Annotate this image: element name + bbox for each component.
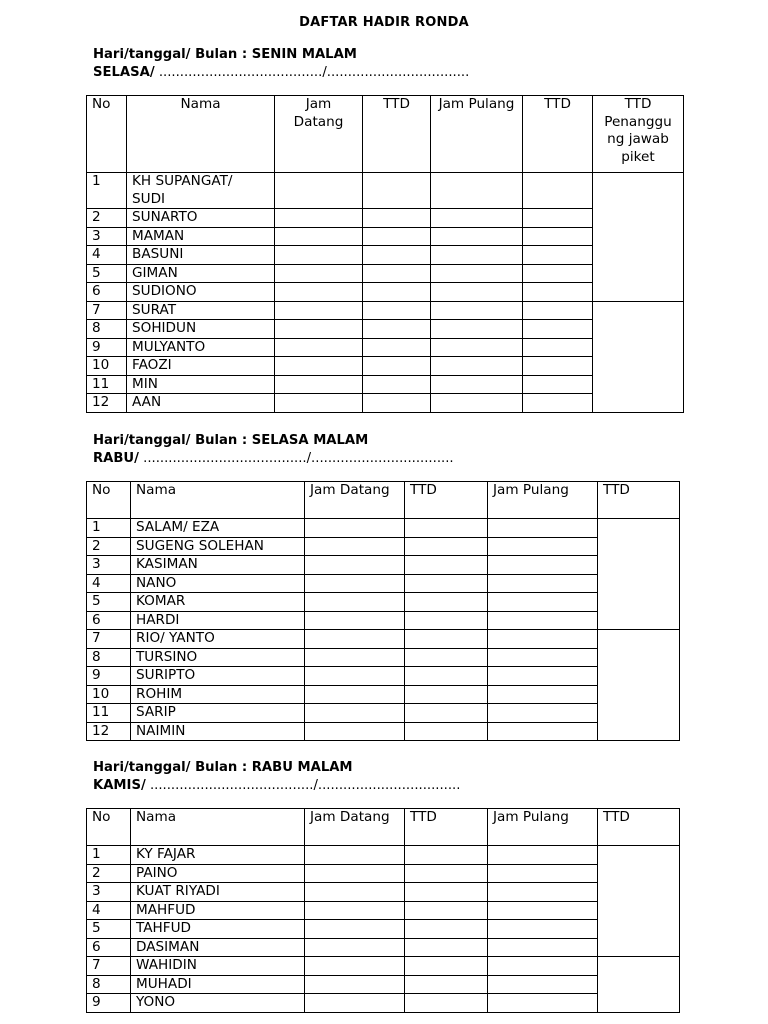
- column-header: TTD: [523, 96, 593, 173]
- member-name: MIN: [127, 375, 275, 394]
- row-number: 8: [87, 648, 131, 667]
- blank-entry-cell: [488, 957, 598, 976]
- member-name: GIMAN: [127, 264, 275, 283]
- section-3-day-line: Hari/tanggal/ Bulan : RABU MALAM: [93, 760, 353, 775]
- blank-entry-cell: [305, 864, 405, 883]
- blank-entry-cell: [363, 357, 431, 376]
- column-header: No: [87, 482, 131, 519]
- row-number: 6: [87, 611, 131, 630]
- row-number: 10: [87, 357, 127, 376]
- blank-entry-cell: [305, 556, 405, 575]
- blank-entry-cell: [405, 630, 488, 649]
- document-title: DAFTAR HADIR RONDA: [299, 15, 469, 30]
- table-row: [87, 301, 684, 320]
- blank-entry-cell: [405, 704, 488, 723]
- table-row: [87, 537, 680, 556]
- blank-entry-cell: [363, 394, 431, 413]
- blank-entry-cell: [488, 722, 598, 741]
- column-header: Nama: [127, 96, 275, 173]
- blank-entry-cell: [431, 246, 523, 265]
- member-name: SARIP: [131, 704, 305, 723]
- table-row: [87, 846, 680, 865]
- blank-entry-cell: [523, 357, 593, 376]
- row-number: 1: [87, 519, 131, 538]
- table-row: [87, 593, 680, 612]
- row-number: 9: [87, 994, 131, 1013]
- blank-entry-cell: [305, 537, 405, 556]
- table-row: [87, 994, 680, 1013]
- table-row: [87, 901, 680, 920]
- row-number: 3: [87, 883, 131, 902]
- blank-entry-cell: [431, 173, 523, 209]
- blank-entry-cell: [363, 173, 431, 209]
- member-name: MAHFUD: [131, 901, 305, 920]
- blank-entry-cell: [431, 264, 523, 283]
- column-header: Jam Pulang: [488, 809, 598, 846]
- section-2-heading: [93, 432, 454, 468]
- blank-entry-cell: [363, 209, 431, 228]
- section-1-date-line: SELASA/ ......................................./..................................: [93, 65, 470, 80]
- blank-entry-cell: [523, 375, 593, 394]
- blank-entry-cell: [405, 938, 488, 957]
- blank-entry-cell: [405, 957, 488, 976]
- blank-entry-cell: [305, 667, 405, 686]
- column-header: TTD: [598, 809, 680, 846]
- signature-cell: [593, 301, 684, 412]
- attendance-table-rabu: [86, 808, 680, 1013]
- blank-entry-cell: [405, 901, 488, 920]
- blank-entry-cell: [305, 975, 405, 994]
- blank-entry-cell: [363, 301, 431, 320]
- blank-entry-cell: [488, 938, 598, 957]
- table-row: [87, 975, 680, 994]
- member-name: MUHADI: [131, 975, 305, 994]
- member-name: TAHFUD: [131, 920, 305, 939]
- member-name: RIO/ YANTO: [131, 630, 305, 649]
- blank-entry-cell: [305, 685, 405, 704]
- blank-entry-cell: [431, 209, 523, 228]
- row-number: 10: [87, 685, 131, 704]
- blank-entry-cell: [275, 375, 363, 394]
- row-number: 1: [87, 846, 131, 865]
- blank-entry-cell: [523, 283, 593, 302]
- row-number: 7: [87, 957, 131, 976]
- blank-entry-cell: [275, 301, 363, 320]
- row-number: 5: [87, 264, 127, 283]
- blank-entry-cell: [405, 667, 488, 686]
- table-header-row: [87, 482, 680, 519]
- blank-entry-cell: [523, 173, 593, 209]
- blank-entry-cell: [275, 227, 363, 246]
- blank-entry-cell: [363, 338, 431, 357]
- column-header: Nama: [131, 482, 305, 519]
- blank-entry-cell: [275, 357, 363, 376]
- blank-entry-cell: [488, 864, 598, 883]
- member-name: KY FAJAR: [131, 846, 305, 865]
- column-header: Jam Datang: [275, 96, 363, 173]
- table-row: [87, 173, 684, 209]
- blank-entry-cell: [305, 704, 405, 723]
- member-name: KOMAR: [131, 593, 305, 612]
- row-number: 4: [87, 574, 131, 593]
- blank-entry-cell: [488, 685, 598, 704]
- table-row: [87, 574, 680, 593]
- table-row: [87, 704, 680, 723]
- blank-entry-cell: [275, 338, 363, 357]
- table-header-row: [87, 809, 680, 846]
- blank-entry-cell: [405, 975, 488, 994]
- section-2-day-line: Hari/tanggal/ Bulan : SELASA MALAM: [93, 433, 369, 448]
- blank-entry-cell: [488, 846, 598, 865]
- table-row: [87, 519, 680, 538]
- blank-entry-cell: [305, 593, 405, 612]
- member-name: AAN: [127, 394, 275, 413]
- row-number: 3: [87, 227, 127, 246]
- attendance-table-senin: [86, 95, 684, 413]
- member-name: KUAT RIYADI: [131, 883, 305, 902]
- blank-entry-cell: [488, 611, 598, 630]
- blank-entry-cell: [431, 338, 523, 357]
- row-number: 8: [87, 320, 127, 339]
- blank-entry-cell: [275, 394, 363, 413]
- table-row: [87, 722, 680, 741]
- table-row: [87, 611, 680, 630]
- column-header: Jam Pulang: [488, 482, 598, 519]
- blank-entry-cell: [405, 864, 488, 883]
- blank-entry-cell: [363, 227, 431, 246]
- blank-entry-cell: [488, 704, 598, 723]
- blank-entry-cell: [488, 883, 598, 902]
- blank-entry-cell: [305, 574, 405, 593]
- blank-entry-cell: [275, 209, 363, 228]
- row-number: 12: [87, 722, 131, 741]
- row-number: 7: [87, 301, 127, 320]
- blank-entry-cell: [363, 320, 431, 339]
- blank-entry-cell: [523, 338, 593, 357]
- blank-entry-cell: [405, 519, 488, 538]
- blank-entry-cell: [488, 556, 598, 575]
- blank-entry-cell: [305, 611, 405, 630]
- column-header: TTD Penanggu ng jawab piket: [593, 96, 684, 173]
- column-header: No: [87, 809, 131, 846]
- blank-entry-cell: [431, 357, 523, 376]
- blank-entry-cell: [305, 901, 405, 920]
- blank-entry-cell: [488, 648, 598, 667]
- blank-entry-cell: [488, 630, 598, 649]
- member-name: PAINO: [131, 864, 305, 883]
- member-name: MULYANTO: [127, 338, 275, 357]
- blank-entry-cell: [431, 320, 523, 339]
- blank-entry-cell: [405, 846, 488, 865]
- table-row: [87, 938, 680, 957]
- blank-entry-cell: [488, 667, 598, 686]
- blank-entry-cell: [275, 246, 363, 265]
- blank-entry-cell: [363, 375, 431, 394]
- blank-entry-cell: [488, 994, 598, 1013]
- blank-entry-cell: [405, 920, 488, 939]
- blank-entry-cell: [305, 630, 405, 649]
- column-header: TTD: [405, 482, 488, 519]
- row-number: 5: [87, 593, 131, 612]
- blank-entry-cell: [405, 883, 488, 902]
- blank-entry-cell: [488, 920, 598, 939]
- row-number: 7: [87, 630, 131, 649]
- member-name: ROHIM: [131, 685, 305, 704]
- row-number: 4: [87, 246, 127, 265]
- blank-entry-cell: [405, 574, 488, 593]
- table-header-row: [87, 96, 684, 173]
- column-header: TTD: [405, 809, 488, 846]
- table-row: [87, 864, 680, 883]
- member-name: KASIMAN: [131, 556, 305, 575]
- section-3-heading: [93, 759, 460, 795]
- blank-entry-cell: [305, 938, 405, 957]
- table-row: [87, 648, 680, 667]
- blank-entry-cell: [305, 648, 405, 667]
- member-name: YONO: [131, 994, 305, 1013]
- section-1-day-line: Hari/tanggal/ Bulan : SENIN MALAM: [93, 47, 357, 62]
- blank-entry-cell: [405, 685, 488, 704]
- attendance-table-selasa: [86, 481, 680, 741]
- column-header: No: [87, 96, 127, 173]
- member-name: BASUNI: [127, 246, 275, 265]
- table-row: [87, 957, 680, 976]
- blank-entry-cell: [405, 994, 488, 1013]
- row-number: 3: [87, 556, 131, 575]
- column-header: Jam Datang: [305, 809, 405, 846]
- blank-entry-cell: [523, 264, 593, 283]
- blank-entry-cell: [431, 394, 523, 413]
- section-1-heading: [93, 46, 469, 82]
- member-name: SURAT: [127, 301, 275, 320]
- blank-entry-cell: [363, 264, 431, 283]
- blank-entry-cell: [275, 173, 363, 209]
- blank-entry-cell: [488, 537, 598, 556]
- blank-entry-cell: [305, 957, 405, 976]
- blank-entry-cell: [431, 375, 523, 394]
- member-name: HARDI: [131, 611, 305, 630]
- blank-entry-cell: [405, 722, 488, 741]
- table-row: [87, 883, 680, 902]
- row-number: 6: [87, 283, 127, 302]
- member-name: SOHIDUN: [127, 320, 275, 339]
- blank-entry-cell: [305, 846, 405, 865]
- blank-entry-cell: [405, 556, 488, 575]
- member-name: TURSINO: [131, 648, 305, 667]
- blank-entry-cell: [523, 301, 593, 320]
- column-header: TTD: [363, 96, 431, 173]
- member-name: NANO: [131, 574, 305, 593]
- blank-entry-cell: [431, 283, 523, 302]
- blank-entry-cell: [405, 648, 488, 667]
- blank-entry-cell: [431, 227, 523, 246]
- blank-entry-cell: [305, 883, 405, 902]
- column-header: Jam Datang: [305, 482, 405, 519]
- signature-cell: [598, 519, 680, 630]
- blank-entry-cell: [488, 519, 598, 538]
- blank-entry-cell: [305, 994, 405, 1013]
- row-number: 2: [87, 537, 131, 556]
- section-2-date-line: RABU/ ......................................./..................................: [93, 451, 454, 466]
- blank-entry-cell: [488, 574, 598, 593]
- blank-entry-cell: [405, 593, 488, 612]
- blank-entry-cell: [275, 283, 363, 302]
- member-name: MAMAN: [127, 227, 275, 246]
- blank-entry-cell: [363, 283, 431, 302]
- member-name: DASIMAN: [131, 938, 305, 957]
- member-name: SUGENG SOLEHAN: [131, 537, 305, 556]
- row-number: 8: [87, 975, 131, 994]
- signature-cell: [598, 846, 680, 957]
- row-number: 6: [87, 938, 131, 957]
- row-number: 5: [87, 920, 131, 939]
- row-number: 1: [87, 173, 127, 209]
- blank-entry-cell: [305, 519, 405, 538]
- signature-cell: [593, 173, 684, 302]
- row-number: 12: [87, 394, 127, 413]
- member-name: WAHIDIN: [131, 957, 305, 976]
- row-number: 11: [87, 375, 127, 394]
- section-3-date-line: KAMIS/ ......................................./..................................: [93, 778, 461, 793]
- blank-entry-cell: [523, 209, 593, 228]
- table-row: [87, 556, 680, 575]
- blank-entry-cell: [431, 301, 523, 320]
- blank-entry-cell: [405, 537, 488, 556]
- member-name: FAOZI: [127, 357, 275, 376]
- table-row: [87, 685, 680, 704]
- table-row: [87, 920, 680, 939]
- signature-cell: [598, 957, 680, 1013]
- row-number: 11: [87, 704, 131, 723]
- blank-entry-cell: [523, 320, 593, 339]
- column-header: Jam Pulang: [431, 96, 523, 173]
- blank-entry-cell: [275, 320, 363, 339]
- member-name: SUDIONO: [127, 283, 275, 302]
- blank-entry-cell: [275, 264, 363, 283]
- member-name: SALAM/ EZA: [131, 519, 305, 538]
- column-header: TTD: [598, 482, 680, 519]
- row-number: 9: [87, 667, 131, 686]
- signature-cell: [598, 630, 680, 741]
- row-number: 9: [87, 338, 127, 357]
- member-name: KH SUPANGAT/ SUDI: [127, 173, 275, 209]
- member-name: SURIPTO: [131, 667, 305, 686]
- blank-entry-cell: [523, 246, 593, 265]
- blank-entry-cell: [488, 975, 598, 994]
- blank-entry-cell: [405, 611, 488, 630]
- column-header: Nama: [131, 809, 305, 846]
- blank-entry-cell: [488, 593, 598, 612]
- blank-entry-cell: [363, 246, 431, 265]
- member-name: NAIMIN: [131, 722, 305, 741]
- blank-entry-cell: [523, 227, 593, 246]
- row-number: 2: [87, 864, 131, 883]
- blank-entry-cell: [305, 722, 405, 741]
- blank-entry-cell: [523, 394, 593, 413]
- row-number: 4: [87, 901, 131, 920]
- blank-entry-cell: [488, 901, 598, 920]
- member-name: SUNARTO: [127, 209, 275, 228]
- table-row: [87, 667, 680, 686]
- blank-entry-cell: [305, 920, 405, 939]
- row-number: 2: [87, 209, 127, 228]
- table-row: [87, 630, 680, 649]
